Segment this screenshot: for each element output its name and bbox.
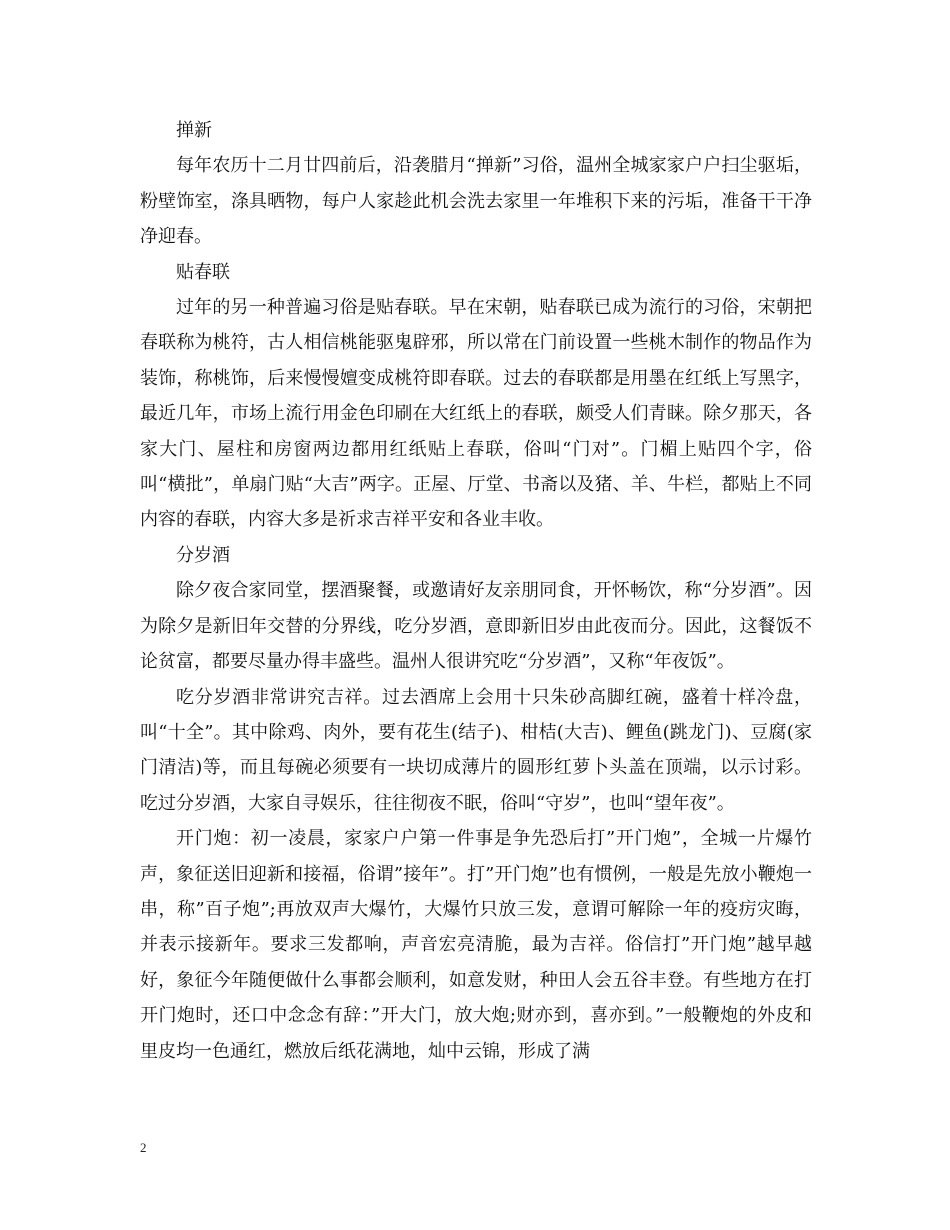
section-heading-new-year-eve-dinner: 分岁酒 [176,544,230,566]
page-number: 2 [140,1140,147,1155]
document-page [140,113,812,1069]
paragraph-firecrackers: 开门炮：初一凌晨，家家户户第一件事是争先恐后打”开门炮”，全城一片爆竹声，象征送旧迎新和接福，俗谓”接年”。打”开门炮”也有惯例，一般是先放小鞭炮一串，称”百子炮”;再放双声大爆竹，大爆竹只放三发，意谓可解除一年的疫疠灾晦，并表示接新年。要求三发都响，声音宏亮清脆，最为吉祥。俗信打”开门炮”越早越好，象征今年随便做什么事都会顺利，如意发财，种田人会五谷丰登。有些地方在打开门炮时，还口中念念有辞：”开大门，放大炮;财亦到，喜亦到。”一般鞭炮的外皮和里皮均一色通红，燃放后纸花满地，灿中云锦，形成了满 [140,828,812,1062]
paragraph-dinner-2: 吃分岁酒非常讲究吉祥。过去酒席上会用十只朱砂高脚红碗，盛着十样冷盘，叫“十全”。其中除鸡、肉外，要有花生(结子)、柑桔(大吉)、鲤鱼(跳龙门)、豆腐(家门清洁)等，而且每碗必须要有一块切成薄片的圆形红萝卜头盖在顶端，以示讨彩。吃过分岁酒，大家自寻娱乐，往往彻夜不眠，俗叫“守岁”，也叫“望年夜”。 [140,686,812,814]
paragraph-dust: 每年农历十二月廿四前后，沿袭腊月“掸新”习俗，温州全城家家户户扫尘驱垢，粉壁饰室，涤具晒物，每户人家趁此机会洗去家里一年堆积下来的污垢，准备干干净净迎春。 [140,155,812,248]
section-heading-dust: 掸新 [176,120,212,141]
paragraph-dinner-1: 除夕夜合家同堂，摆酒聚餐，或邀请好友亲朋同食，开怀畅饮，称“分岁酒”。因为除夕是新旧年交替的分界线，吃分岁酒，意即新旧岁由此夜而分。因此，这餐饭不论贫富，都要尽量办得丰盛些。温州人很讲究吃“分岁酒”，又称“年夜饭”。 [140,580,812,673]
section-heading-couplets: 贴春联 [176,261,230,283]
paragraph-couplets: 过年的另一种普遍习俗是贴春联。早在宋朝，贴春联已成为流行的习俗，宋朝把春联称为桃符，古人相信桃能驱鬼辟邪，所以常在门前设置一些桃木制作的物品作为装饰，称桃饰，后来慢慢嬗变成桃符即春联。过去的春联都是用墨在红纸上写黑字，最近几年，市场上流行用金色印刷在大红纸上的春联，颇受人们青睐。除夕那天，各家大门、屋柱和房窗两边都用红纸贴上春联，俗叫“门对”。门楣上贴四个字，俗叫“横批”，单扇门贴“大吉”两字。正屋、厅堂、书斋以及猪、羊、牛栏，都贴上不同内容的春联，内容大多是祈求吉祥平安和各业丰收。 [140,297,812,531]
